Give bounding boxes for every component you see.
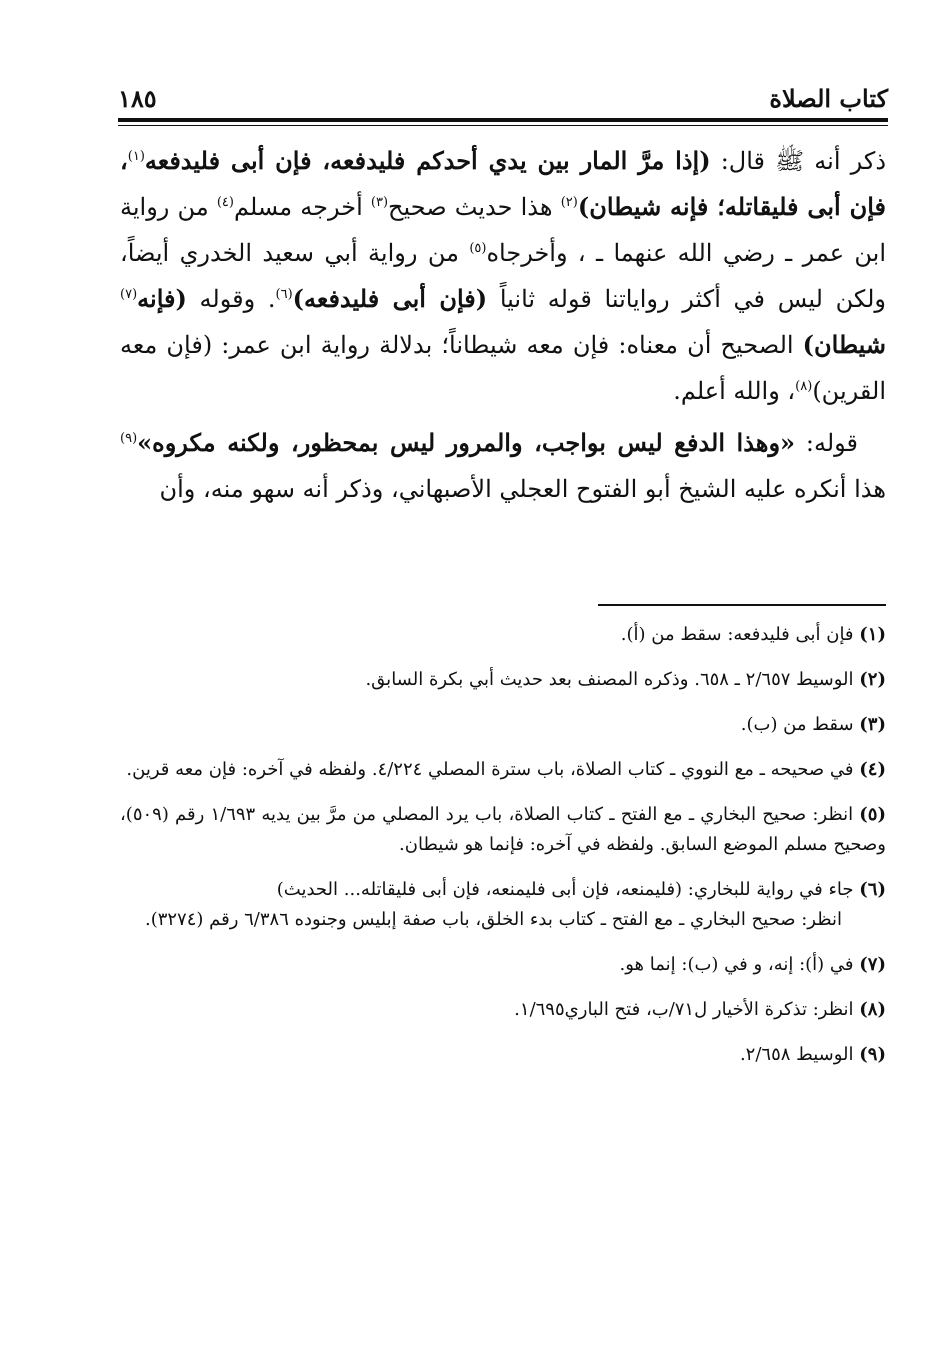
footnote-ref[interactable]: (١) (127, 149, 145, 164)
text-run: قوله: (795, 429, 859, 457)
header-rule-thin (118, 125, 888, 126)
footnote-text: في صحيحه ـ مع النووي ـ كتاب الصلاة، باب سترة المصلي ٤/٢٢٤. ولفظه في آخره: فإن معه قرين. (126, 759, 854, 780)
text-run: هذا أنكره عليه الشيخ أبو الفتوح العجلي الأصبهاني، وذكر أنه سهو منه، وأن (159, 475, 886, 503)
footnote-number: (٢) (859, 669, 886, 690)
footnote-text: انظر: تذكرة الأخيار ل٧١/ب، فتح الباري١/٦٩٥. (514, 999, 854, 1020)
quoted-statement: «وهذا الدفع ليس بواجب، والمرور ليس بمحظور، ولكنه مكروه» (137, 428, 796, 457)
hadith-quote: ، فإن أبى فليقاتله؛ فإنه شيطان) (120, 146, 887, 221)
footnote-3 (120, 710, 886, 740)
footnote-ref[interactable]: (٢) (560, 195, 578, 210)
footnote-separator (598, 604, 886, 606)
footnote-8 (120, 995, 886, 1025)
text-run: من رواية أبي سعيد الخدري أيضاً، ولكن ليس في أكثر رواياتنا قوله ثانياً (120, 239, 887, 313)
running-header (118, 84, 888, 114)
footnote-2 (120, 665, 886, 695)
footnote-text: في (أ): إنه، و في (ب): إنما هو. (619, 954, 854, 975)
text-run: . وقوله (186, 285, 276, 313)
text-run: هذا حديث صحيح (388, 193, 561, 221)
footnote-ref[interactable]: (٥) (469, 241, 487, 256)
footnote-ref[interactable]: (٦) (275, 287, 293, 302)
paragraph-1 (120, 138, 886, 414)
footnote-number: (٩) (859, 1044, 886, 1065)
header-rule-thick (118, 118, 888, 122)
footnote-ref[interactable]: (٧) (120, 287, 138, 302)
footnote-number: (٨) (859, 999, 886, 1020)
footnote-text: انظر: صحيح البخاري ـ مع الفتح ـ كتاب الصلاة، باب يرد المصلي من مرَّ بين يديه ١/٦٩٣ رقم (٥٠٩)، وصحيح مسلم الموضع السابق. ولفظه في آخره: فإنما هو شيطان. (120, 804, 886, 855)
footnote-number: (٥) (859, 804, 886, 825)
chapter-title: كتاب الصلاة (769, 84, 888, 113)
footnote-number: (٦) (859, 879, 886, 900)
footnote-continuation: انظر: صحيح البخاري ـ مع الفتح ـ كتاب بدء الخلق، باب صفة إبليس وجنوده ٦/٣٨٦ رقم (٣٢٧٤). (144, 909, 842, 930)
footnote-text: فإن أبى فليدفعه: سقط من (أ). (620, 624, 854, 645)
footnote-ref[interactable]: (٣) (370, 195, 389, 210)
footnotes (120, 620, 886, 1085)
footnote-text: جاء في رواية للبخاري: (فليمنعه، فإن أبى فليمنعه، فإن أبى فليقاتله... الحديث) (276, 879, 854, 900)
footnote-ref[interactable]: (٩) (120, 431, 138, 446)
footnote-5 (120, 800, 886, 860)
text-run: الصحيح أن معناه: فإن معه شيطاناً؛ بدلالة رواية ابن عمر: (فإن معه القرين) (120, 331, 886, 405)
footnote-1 (120, 620, 886, 650)
hadith-quote: (فإن أبى فليدفعه) (292, 284, 488, 313)
footnote-number: (٤) (859, 759, 886, 780)
footnote-text: سقط من (ب). (740, 714, 854, 735)
hadith-quote: (إذا مرَّ المار بين يدي أحدكم فليدفعه، فإن أبى فليدفعه (144, 146, 711, 175)
page-number: ١٨٥ (118, 84, 157, 113)
text-run: ، والله أعلم. (673, 377, 796, 405)
footnote-4 (120, 755, 886, 785)
text-run: ذكر أنه ﷺ قال: (710, 147, 887, 175)
footnote-number: (١) (859, 624, 886, 645)
paragraph-2 (120, 420, 886, 512)
footnote-number: (٣) (859, 714, 886, 735)
text-run: أخرجه مسلم (233, 193, 371, 221)
footnote-ref[interactable]: (٤) (216, 195, 234, 210)
footnote-text: الوسيط ٢/٦٥٨. (739, 1044, 854, 1065)
main-text (120, 138, 886, 512)
footnote-6 (120, 875, 886, 935)
footnote-9 (120, 1040, 886, 1070)
footnote-text: الوسيط ٢/٦٥٧ ـ ٦٥٨. وذكره المصنف بعد حديث أبي بكرة السابق. (365, 669, 854, 690)
hadith-quote: شيطان) (802, 330, 886, 359)
footnote-ref[interactable]: (٨) (795, 379, 813, 394)
footnote-7 (120, 950, 886, 980)
hadith-quote: (فإنه (137, 284, 187, 313)
footnote-number: (٧) (859, 954, 886, 975)
text-run: من رواية ابن عمر ـ رضي الله عنهما ـ ، وأخرجاه (120, 193, 887, 267)
